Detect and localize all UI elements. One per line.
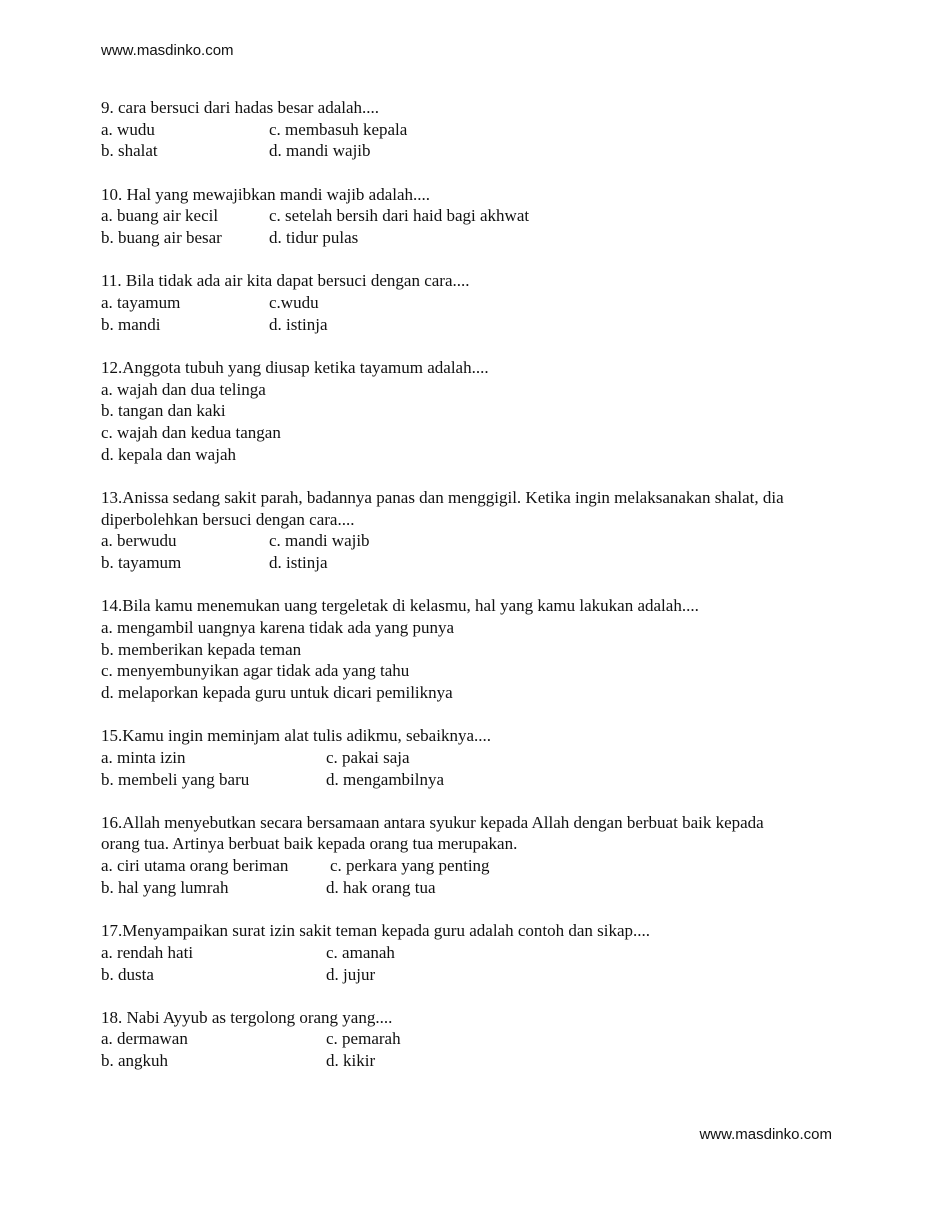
option-b: b. buang air besar [101,228,222,248]
question-9 [101,97,841,162]
option-row [101,140,841,162]
option-row [101,314,841,336]
question-11 [101,270,841,335]
option-c: c. mandi wajib [269,531,370,551]
header-site-url: www.masdinko.com [101,42,234,59]
option-a: a. berwudu [101,531,177,551]
option-d: d. hak orang tua [326,877,436,897]
option-row [101,119,841,141]
option-c: c. membasuh kepala [269,119,408,139]
option-row [101,747,841,769]
question-text: 10. Hal yang mewajibkan mandi wajib adalah.... [101,184,431,204]
option-b: b. memberikan kepada teman [101,639,302,659]
option-c: c. pemarah [326,1029,401,1049]
option-b: b. hal yang lumrah [101,877,229,897]
question-text: 9. cara bersuci dari hadas besar adalah.... [101,98,380,117]
option-d: d. istinja [269,314,328,334]
option-d: d. mengambilnya [326,769,445,789]
question-17 [101,920,841,985]
option-row [101,942,841,964]
option-b: b. mandi [101,314,161,334]
option-row [101,552,841,574]
option-b: b. dusta [101,964,154,984]
option-row [101,530,841,552]
option-c: c. pakai saja [326,747,410,767]
option-d: d. istinja [269,552,328,572]
question-13 [101,487,841,574]
option-a: a. wudu [101,119,155,139]
option-a: a. mengambil uangnya karena tidak ada yang punya [101,617,455,637]
option-c: c. amanah [326,942,395,962]
question-12 [101,357,841,466]
option-d: d. mandi wajib [269,141,371,161]
option-c: c. menyembunyikan agar tidak ada yang tahu [101,661,410,681]
question-text: 13.Anissa sedang sakit parah, badannya panas dan menggigil. Ketika ingin melaksanakan shalat, dia diperbolehkan bersuci dengan cara.... [101,487,784,529]
option-c: c. wajah dan kedua tangan [101,422,281,442]
option-row [101,292,841,314]
option-d: d. kepala dan wajah [101,444,236,464]
option-row [101,1028,841,1050]
footer-site-url: www.masdinko.com [699,1126,832,1143]
option-c: c. setelah bersih dari haid bagi akhwat [269,206,530,226]
option-row [101,1050,841,1072]
option-row [101,227,841,249]
question-text: 15.Kamu ingin meminjam alat tulis adikmu, sebaiknya.... [101,726,491,746]
option-row [101,855,791,877]
option-row [101,964,841,986]
option-b: b. membeli yang baru [101,769,250,789]
option-b: b. shalat [101,141,158,161]
option-d: d. tidur pulas [269,228,359,248]
option-b: b. angkuh [101,1051,169,1071]
option-a: a. ciri utama orang beriman [101,856,289,876]
option-a: a. dermawan [101,1029,188,1049]
option-row [101,877,791,899]
option-a: a. buang air kecil [101,206,219,226]
option-c: c. perkara yang penting [330,856,490,876]
option-a: a. rendah hati [101,942,194,962]
question-text: 16.Allah menyebutkan secara bersamaan antara syukur kepada Allah dengan berbuat baik kepada orang tua. Artinya berbuat baik kepada orang tua merupakan. [101,812,764,854]
option-row [101,205,841,227]
option-c: c.wudu [269,292,319,312]
question-text: 18. Nabi Ayyub as tergolong orang yang.... [101,1007,393,1027]
question-list [101,97,841,1093]
question-18 [101,1007,841,1072]
question-14 [101,595,841,704]
option-b: b. tayamum [101,552,182,572]
question-text: 12.Anggota tubuh yang diusap ketika tayamum adalah.... [101,357,489,377]
question-10 [101,184,841,249]
option-a: a. wajah dan dua telinga [101,379,266,399]
option-a: a. minta izin [101,747,186,767]
option-a: a. tayamum [101,292,181,312]
question-15 [101,725,841,790]
question-16 [101,812,791,899]
option-d: d. melaporkan kepada guru untuk dicari pemiliknya [101,682,453,702]
option-b: b. tangan dan kaki [101,401,226,421]
option-d: d. kikir [326,1051,376,1071]
option-row [101,769,841,791]
option-d: d. jujur [326,964,376,984]
question-text: 17.Menyampaikan surat izin sakit teman kepada guru adalah contoh dan sikap.... [101,921,651,941]
question-text: 11. Bila tidak ada air kita dapat bersuci dengan cara.... [101,271,470,291]
question-text: 14.Bila kamu menemukan uang tergeletak di kelasmu, hal yang kamu lakukan adalah.... [101,596,699,616]
